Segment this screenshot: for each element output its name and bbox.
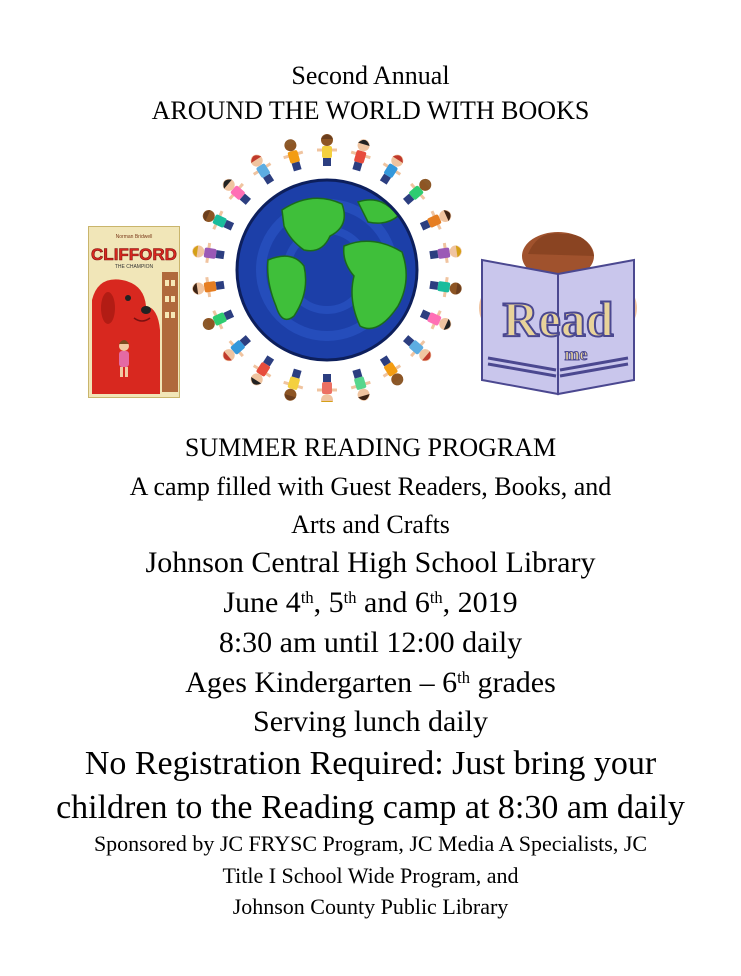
dates-sup3: th — [429, 587, 443, 607]
read-word: Read — [502, 291, 614, 347]
child-figure — [429, 241, 464, 265]
child-figure — [199, 304, 236, 335]
program-title: SUMMER READING PROGRAM — [184, 433, 557, 462]
ages-prefix: Ages Kindergarten – 6 — [185, 666, 458, 699]
child-figure — [317, 374, 337, 402]
registration-line1: No Registration Required: Just bring your — [84, 745, 657, 782]
child-figure — [218, 173, 255, 209]
ages-suffix: grades — [469, 666, 556, 699]
registration-line2: children to the Reading camp at 8:30 am daily — [56, 789, 685, 826]
read-me-book-image — [478, 226, 638, 400]
program-dates — [0, 588, 741, 618]
child-figure — [417, 204, 454, 235]
child-figure — [218, 331, 255, 367]
program-lunch: Serving lunch daily — [253, 705, 488, 738]
clifford-author-text: Norman Bridwell — [115, 234, 153, 240]
child-figure — [245, 150, 279, 188]
program-description-line2: Arts and Crafts — [291, 510, 450, 539]
me-word: me — [564, 344, 588, 364]
child-figure — [279, 367, 307, 402]
clifford-title-text: CLIFFORD — [91, 245, 177, 264]
dates-sup1: th — [300, 587, 314, 607]
child-figure — [417, 304, 454, 335]
sponsors-line2: Title I School Wide Program, and — [222, 863, 519, 888]
child-figure — [191, 275, 226, 299]
program-description-line1: A camp filled with Guest Readers, Books, and — [129, 472, 612, 501]
child-figure — [429, 275, 464, 299]
dates-sup2: th — [343, 587, 357, 607]
child-figure — [279, 137, 307, 173]
child-figure — [347, 367, 375, 402]
dates-mid1: , 5 — [313, 586, 344, 619]
child-figure — [317, 134, 337, 166]
globe-children-image — [172, 130, 482, 402]
dates-mid2: and 6 — [356, 586, 430, 619]
sponsors-line1: Sponsored by JC FRYSC Program, JC Media A Specialists, JC — [93, 831, 648, 856]
header-subtitle: Second Annual — [291, 61, 450, 90]
clifford-book-image — [88, 226, 180, 398]
clifford-subtitle-text: THE CHAMPION — [114, 264, 154, 270]
child-figure — [245, 352, 279, 390]
child-figure — [375, 150, 409, 188]
child-figure — [347, 137, 375, 173]
program-location: Johnson Central High School Library — [145, 546, 596, 579]
child-figure — [199, 204, 236, 235]
sponsors-line3: Johnson County Public Library — [232, 894, 509, 919]
child-figure — [375, 352, 409, 390]
ages-sup: th — [457, 667, 470, 687]
program-time: 8:30 am until 12:00 daily — [218, 626, 523, 659]
child-figure — [399, 173, 436, 209]
program-ages — [0, 668, 741, 698]
dates-suffix: , 2019 — [442, 586, 518, 619]
child-figure — [191, 241, 226, 265]
header-title: AROUND THE WORLD WITH BOOKS — [151, 96, 590, 125]
child-figure — [399, 331, 436, 367]
dates-prefix: June 4 — [223, 586, 301, 619]
